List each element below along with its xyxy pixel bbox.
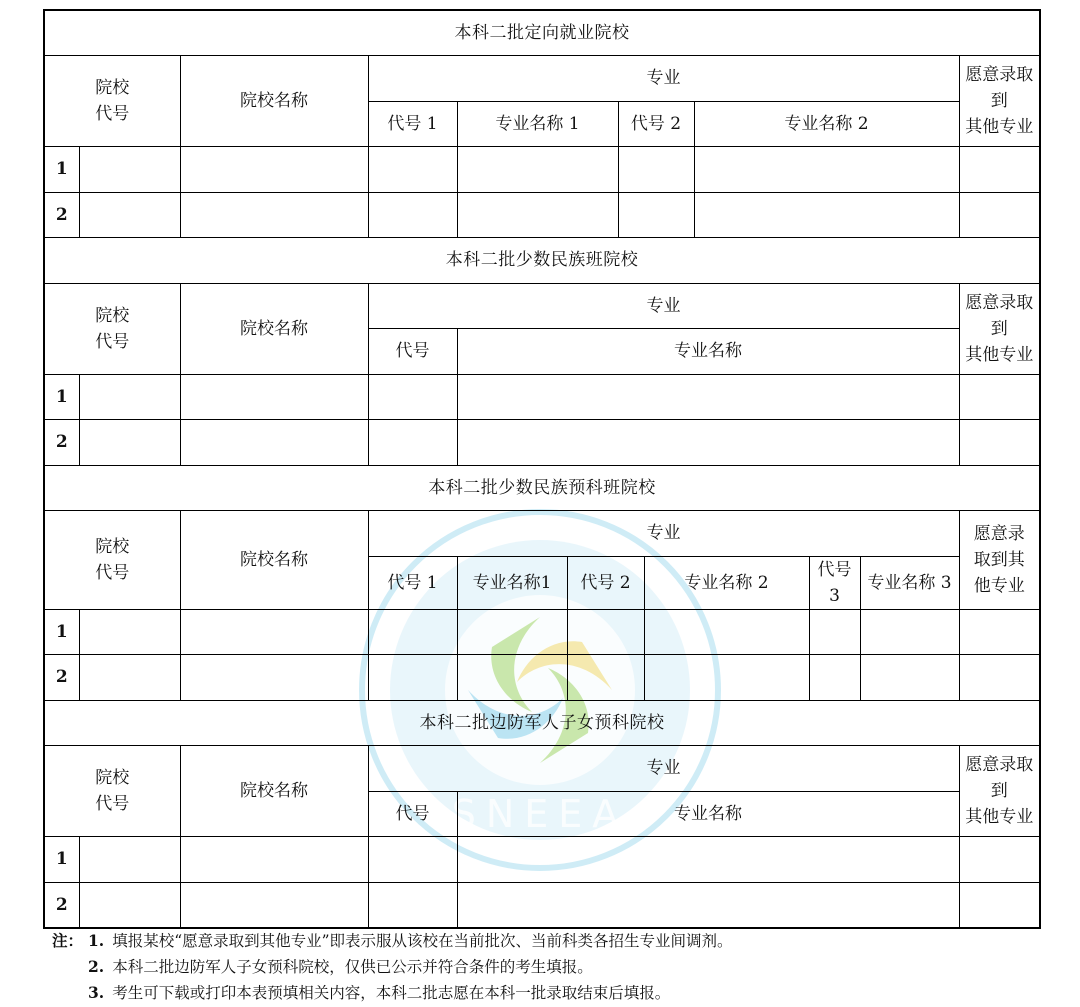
- school-name-cell[interactable]: [180, 882, 368, 928]
- major-name-cell[interactable]: [457, 420, 959, 466]
- major-code-cell[interactable]: [368, 420, 457, 466]
- row-number: 2: [44, 420, 79, 466]
- major-name-cell[interactable]: [457, 882, 959, 928]
- major-code-cell[interactable]: [809, 609, 860, 655]
- volunteer-form-table: [43, 9, 1041, 929]
- major-code-header: 代号 1: [368, 556, 457, 609]
- major-code-cell[interactable]: [368, 374, 457, 420]
- major-code-header: 代号 1: [368, 101, 457, 147]
- footnote-lead: 注：: [52, 931, 84, 950]
- row-number: 1: [44, 609, 79, 655]
- footnote-item: [52, 980, 733, 1006]
- table-row: [44, 655, 1040, 701]
- major-code-cell[interactable]: [567, 655, 644, 701]
- major-name-header: 专业名称: [457, 329, 959, 375]
- major-code-cell[interactable]: [368, 655, 457, 701]
- major-code-cell[interactable]: [567, 609, 644, 655]
- adjust-cell[interactable]: [959, 420, 1040, 466]
- school-name-cell[interactable]: [180, 837, 368, 883]
- table-row: [44, 609, 1040, 655]
- school-code-cell[interactable]: [79, 147, 180, 193]
- major-name-header: 专业名称: [457, 791, 959, 837]
- major-code-cell[interactable]: [618, 147, 694, 193]
- major-code-cell[interactable]: [368, 882, 457, 928]
- table-row: [44, 420, 1040, 466]
- adjust-cell[interactable]: [959, 837, 1040, 883]
- major-code-header: 代号 3: [809, 556, 860, 609]
- major-code-header: 代号: [368, 329, 457, 375]
- footnote-item: [52, 928, 733, 954]
- school-name-cell[interactable]: [180, 374, 368, 420]
- footnote-number: 2.: [88, 957, 105, 976]
- major-header: 专业: [368, 746, 959, 792]
- major-header: 专业: [368, 511, 959, 557]
- school-name-header: 院校名称: [180, 511, 368, 610]
- table-row: [44, 147, 1040, 193]
- section-title: 本科二批边防军人子女预科院校: [44, 700, 1040, 746]
- school-code-header: 院校 代号: [44, 283, 180, 374]
- footnote-text: 本科二批边防军人子女预科院校，仅供已公示并符合条件的考生填报。: [112, 958, 593, 976]
- major-name-header: 专业名称 2: [644, 556, 809, 609]
- major-code-header: 代号 2: [567, 556, 644, 609]
- major-code-header: 代号: [368, 791, 457, 837]
- major-name-cell[interactable]: [457, 655, 567, 701]
- table-row: [44, 882, 1040, 928]
- major-name-cell[interactable]: [694, 192, 959, 238]
- major-code-cell[interactable]: [368, 609, 457, 655]
- major-name-cell[interactable]: [644, 655, 809, 701]
- table-row: [44, 192, 1040, 238]
- school-code-cell[interactable]: [79, 420, 180, 466]
- adjust-cell[interactable]: [959, 655, 1040, 701]
- major-name-cell[interactable]: [457, 837, 959, 883]
- adjust-cell[interactable]: [959, 882, 1040, 928]
- major-name-header: 专业名称 2: [694, 101, 959, 147]
- footnote-text: 考生可下载或打印本表预填相关内容，本科二批志愿在本科一批录取结束后填报。: [112, 984, 671, 1002]
- school-code-cell[interactable]: [79, 192, 180, 238]
- school-name-header: 院校名称: [180, 746, 368, 837]
- school-code-header: 院校 代号: [44, 511, 180, 610]
- row-number: 1: [44, 837, 79, 883]
- major-code-cell[interactable]: [368, 192, 457, 238]
- section-title: 本科二批定向就业院校: [44, 10, 1040, 56]
- major-name-cell[interactable]: [457, 192, 618, 238]
- row-number: 1: [44, 147, 79, 193]
- major-name-cell[interactable]: [694, 147, 959, 193]
- footnotes: [52, 928, 733, 1006]
- school-code-header: 院校 代号: [44, 56, 180, 147]
- school-code-cell[interactable]: [79, 655, 180, 701]
- section-title: 本科二批少数民族预科班院校: [44, 465, 1040, 511]
- adjust-cell[interactable]: [959, 374, 1040, 420]
- school-code-cell[interactable]: [79, 837, 180, 883]
- table-row: [44, 837, 1040, 883]
- adjust-header: 愿意录取到 其他专业: [959, 746, 1040, 837]
- major-code-cell[interactable]: [368, 837, 457, 883]
- footnote-item: [52, 954, 733, 980]
- school-name-header: 院校名称: [180, 56, 368, 147]
- major-code-cell[interactable]: [368, 147, 457, 193]
- row-number: 1: [44, 374, 79, 420]
- school-name-cell[interactable]: [180, 420, 368, 466]
- footnote-text: 填报某校“愿意录取到其他专业”即表示服从该校在当前批次、当前科类各招生专业间调剂。: [112, 932, 733, 950]
- section-title: 本科二批少数民族班院校: [44, 238, 1040, 284]
- school-name-cell[interactable]: [180, 147, 368, 193]
- table-row: [44, 374, 1040, 420]
- major-name-cell[interactable]: [860, 609, 959, 655]
- major-header: 专业: [368, 56, 959, 102]
- school-name-cell[interactable]: [180, 609, 368, 655]
- major-name-cell[interactable]: [457, 609, 567, 655]
- adjust-header: 愿意录取到 其他专业: [959, 283, 1040, 374]
- major-name-header: 专业名称 1: [457, 101, 618, 147]
- major-name-cell[interactable]: [644, 609, 809, 655]
- major-code-cell[interactable]: [618, 192, 694, 238]
- school-name-cell[interactable]: [180, 192, 368, 238]
- major-name-cell[interactable]: [860, 655, 959, 701]
- adjust-cell[interactable]: [959, 147, 1040, 193]
- major-name-header: 专业名称 3: [860, 556, 959, 609]
- watermark-latin-text: SNEEA: [451, 792, 629, 836]
- major-name-cell[interactable]: [457, 147, 618, 193]
- school-code-header: 院校 代号: [44, 746, 180, 837]
- school-name-header: 院校名称: [180, 283, 368, 374]
- footnote-number: 3.: [88, 983, 105, 1002]
- adjust-cell[interactable]: [959, 609, 1040, 655]
- school-code-cell[interactable]: [79, 609, 180, 655]
- adjust-header: 愿意录 取到其 他专业: [959, 511, 1040, 610]
- school-code-cell[interactable]: [79, 882, 180, 928]
- school-name-cell[interactable]: [180, 655, 368, 701]
- school-code-cell[interactable]: [79, 374, 180, 420]
- major-name-header: 专业名称1: [457, 556, 567, 609]
- row-number: 2: [44, 882, 79, 928]
- row-number: 2: [44, 192, 79, 238]
- adjust-header: 愿意录取到 其他专业: [959, 56, 1040, 147]
- major-header: 专业: [368, 283, 959, 329]
- major-code-cell[interactable]: [809, 655, 860, 701]
- adjust-cell[interactable]: [959, 192, 1040, 238]
- footnote-number: 1.: [88, 931, 105, 950]
- major-code-header: 代号 2: [618, 101, 694, 147]
- major-name-cell[interactable]: [457, 374, 959, 420]
- row-number: 2: [44, 655, 79, 701]
